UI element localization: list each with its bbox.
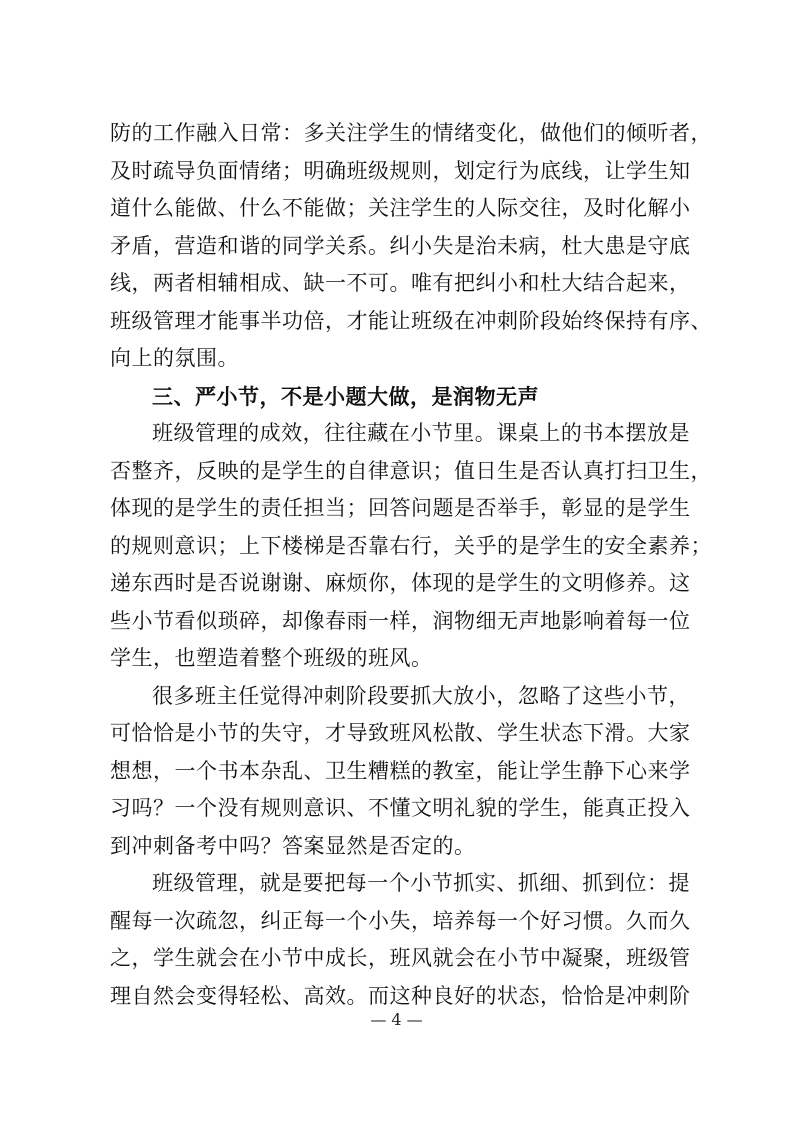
paragraph-3 bbox=[110, 865, 690, 1015]
text-line: 线，两者相辅相成、缺一不可。唯有把纠小和杜大结合起来， bbox=[110, 271, 691, 295]
text-line: 些小节看似琐碎，却像春雨一样，润物细无声地影响着每一位 bbox=[110, 608, 691, 633]
text-line: 及时疏导负面情绪；明确班级规则，划定行为底线，让学生知 bbox=[110, 158, 691, 183]
text-line: 的规则意识；上下楼梯是否靠右行，关乎的是学生的安全素养； bbox=[110, 533, 712, 558]
paragraph-1 bbox=[110, 415, 712, 678]
text-line: 道什么能做、什么不能做；关注学生的人际交往，及时化解小 bbox=[110, 196, 691, 220]
text-line: 想想，一个书本杂乱、卫生糟糕的教室，能让学生静下心来学 bbox=[110, 758, 691, 783]
text-line: 学生，也塑造着整个班级的班风。 bbox=[110, 646, 433, 670]
section-heading: 三、严小节，不是小题大做，是润物无声 bbox=[152, 383, 539, 409]
continuation-paragraph bbox=[110, 115, 712, 378]
text-line: 班级管理，就是要把每一个小节抓实、抓细、抓到位：提 bbox=[152, 871, 690, 895]
text-line: 到冲刺备考中吗？答案显然是否定的。 bbox=[110, 833, 476, 858]
text-line: 体现的是学生的责任担当；回答问题是否举手，彰显的是学生 bbox=[110, 496, 691, 520]
text-line: 理自然会变得轻松、高效。而这种良好的状态，恰恰是冲刺阶 bbox=[110, 983, 691, 1008]
text-line: 醒每一次疏忽，纠正每一个小失，培养每一个好习惯。久而久 bbox=[110, 908, 691, 933]
text-line: 向上的氛围。 bbox=[110, 346, 239, 370]
text-line: 递东西时是否说谢谢、麻烦你，体现的是学生的文明修养。这 bbox=[110, 571, 691, 595]
text-line: 班级管理才能事半功倍，才能让班级在冲刺阶段始终保持有序、 bbox=[110, 308, 712, 333]
page-number: — 4 — bbox=[370, 1010, 423, 1029]
text-line: 习吗？一个没有规则意识、不懂文明礼貌的学生，能真正投入 bbox=[110, 796, 691, 820]
text-line: 班级管理的成效，往往藏在小节里。课桌上的书本摆放是 bbox=[152, 421, 690, 445]
text-line: 之，学生就会在小节中成长，班风就会在小节中凝聚，班级管 bbox=[110, 946, 691, 970]
document-body bbox=[110, 115, 712, 1015]
text-line: 很多班主任觉得冲刺阶段要抓大放小，忽略了这些小节， bbox=[152, 683, 690, 708]
text-line: 防的工作融入日常：多关注学生的情绪变化，做他们的倾听者， bbox=[110, 121, 712, 145]
text-line: 否整齐，反映的是学生的自律意识；值日生是否认真打扫卫生， bbox=[110, 458, 712, 483]
text-line: 矛盾，营造和谐的同学关系。纠小失是治未病，杜大患是守底 bbox=[110, 233, 691, 258]
paragraph-2 bbox=[110, 678, 690, 866]
text-line: 可恰恰是小节的失守，才导致班风松散、学生状态下滑。大家 bbox=[110, 721, 691, 745]
